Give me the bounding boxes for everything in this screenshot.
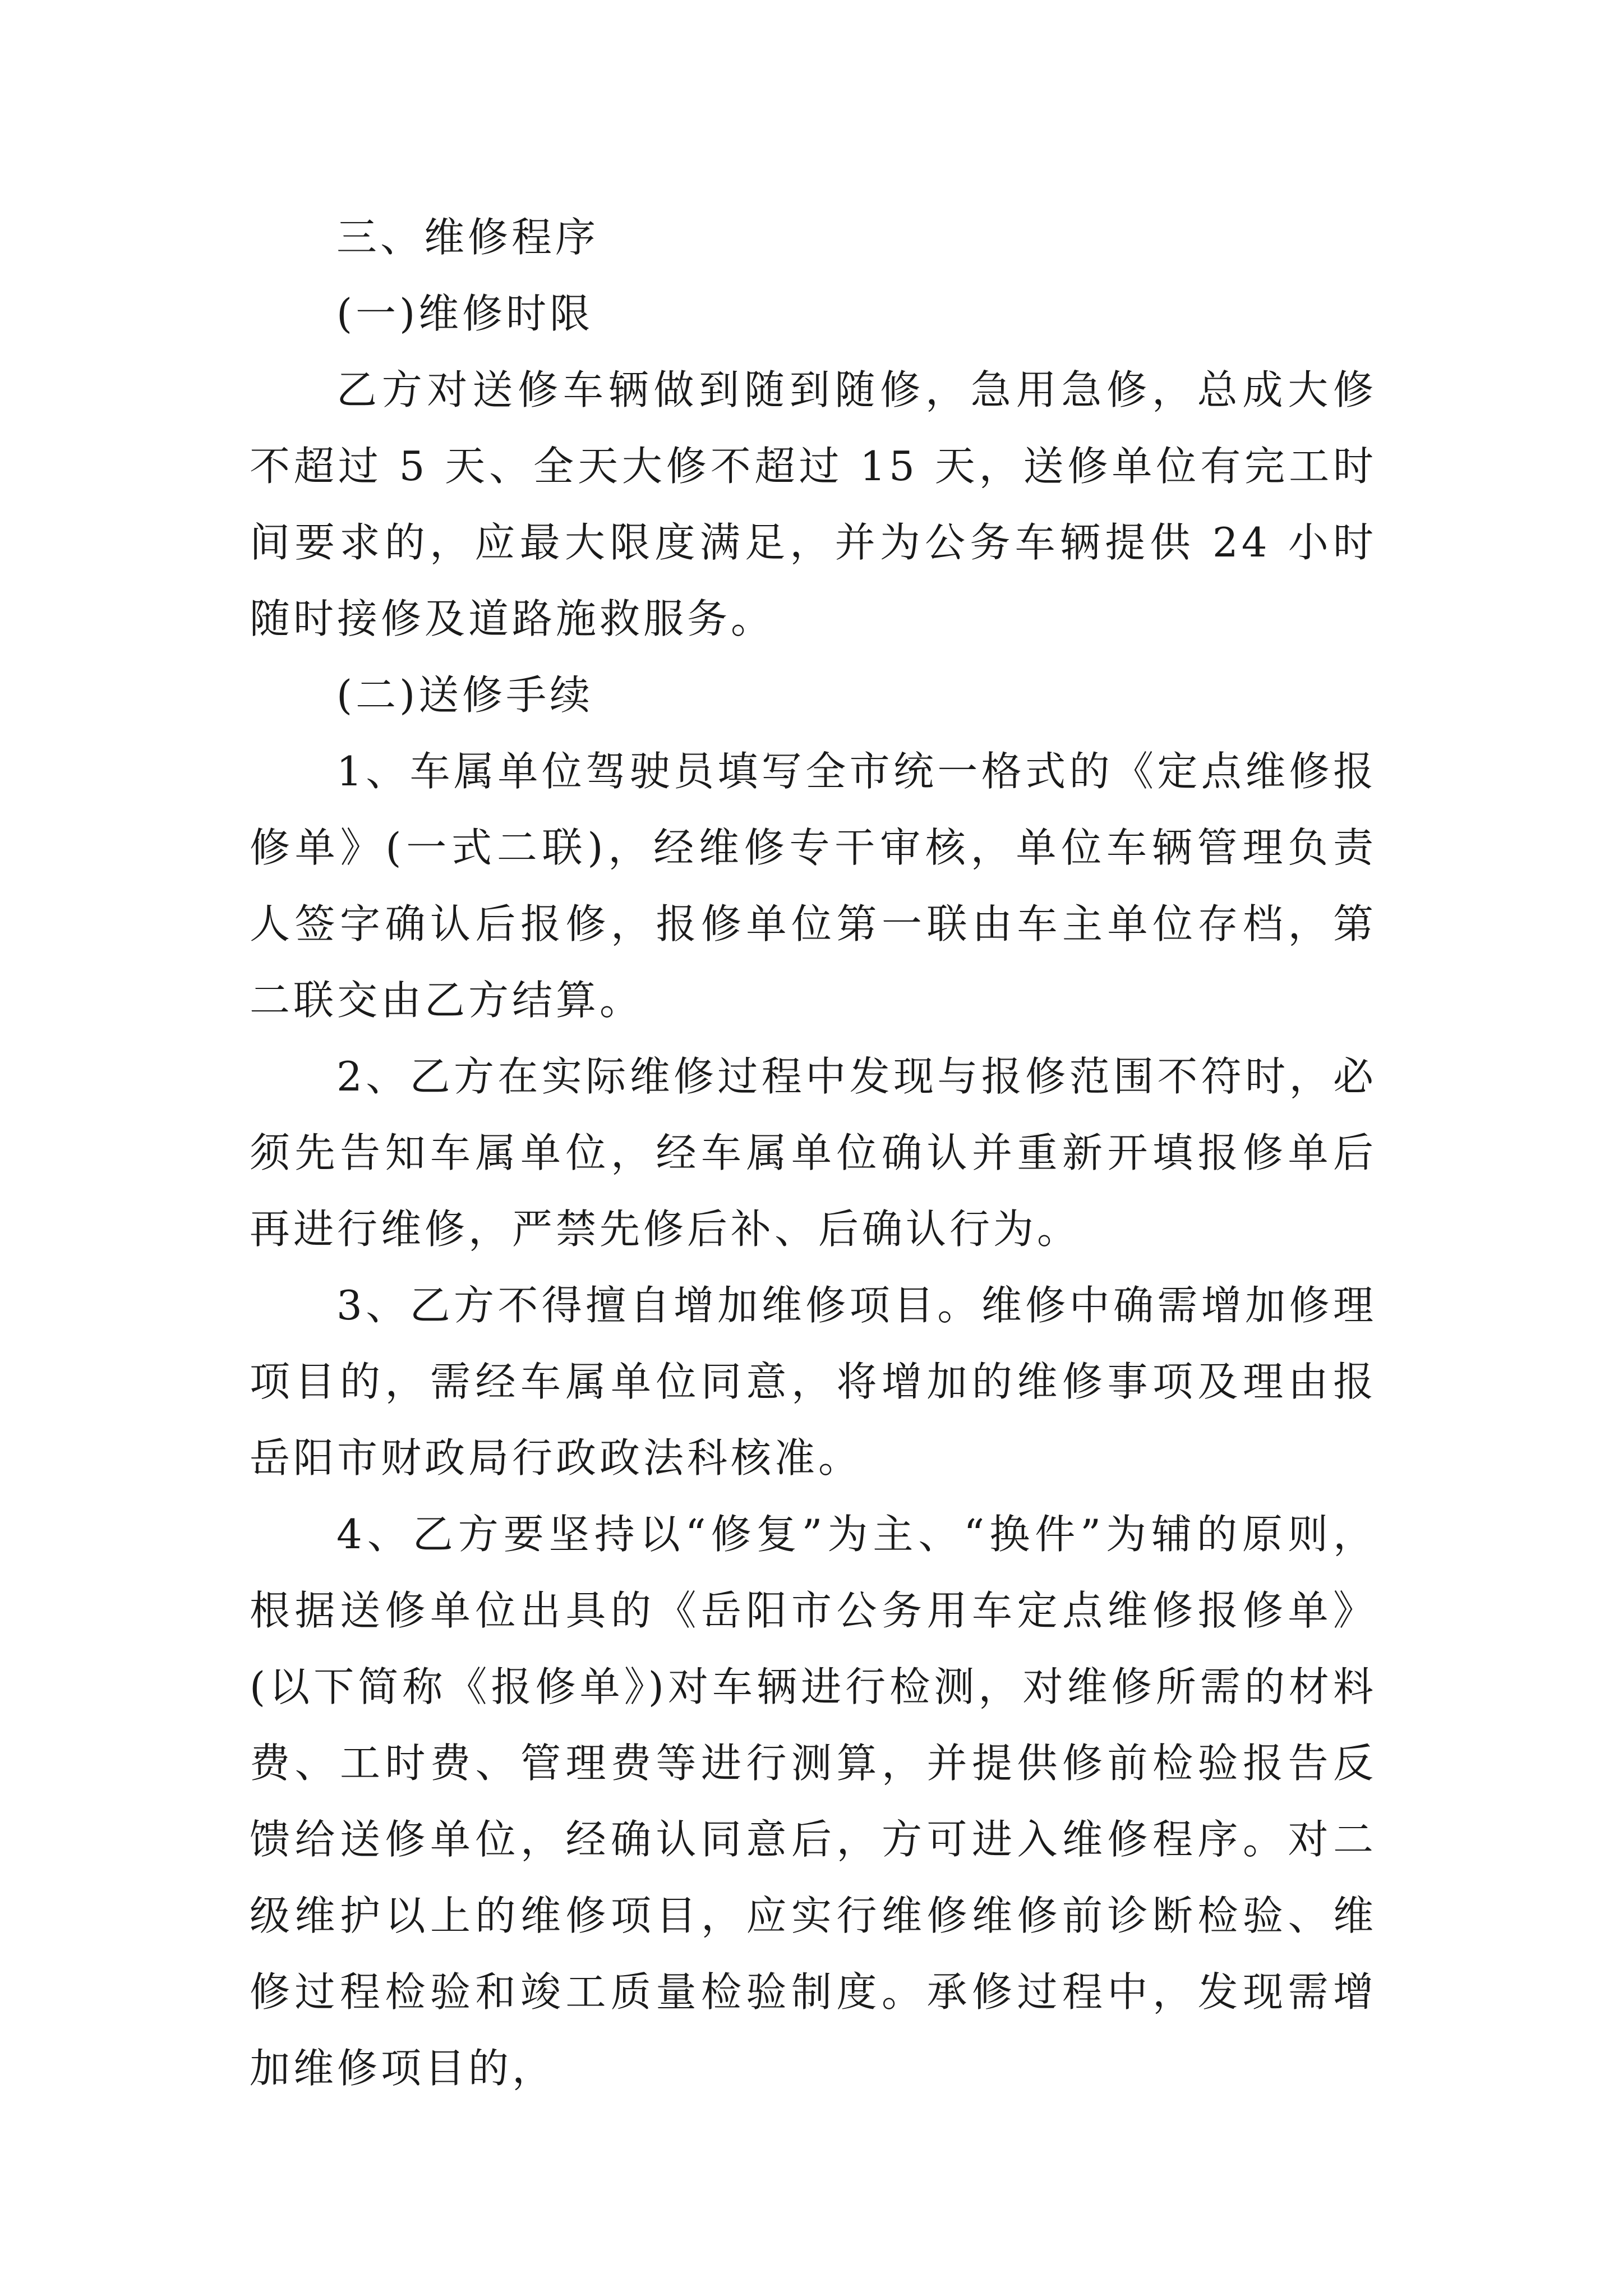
section-title: 三、维修程序: [336, 214, 600, 261]
subsection-title-time-limit: (一)维修时限: [336, 290, 594, 337]
subsection-title-procedures: (二)送修手续: [336, 671, 594, 719]
paragraph-item-2: 2、乙方在实际维修过程中发现与报修范围不符时，必须先告知车属单位，经车属单位确认并重新开填报修单后再进行维修，严禁先修后补、后确认行为。: [250, 1053, 1377, 1253]
paragraph-item-3: 3、乙方不得擅自增加维修项目。维修中确需增加修理项目的，需经车属单位同意，将增加的维修事项及理由报岳阳市财政局行政政法科核准。: [250, 1282, 1377, 1481]
paragraph-item-4: 4、乙方要坚持以“修复”为主、“换件”为辅的原则，根据送修单位出具的《岳阳市公务用车定点维修报修单》(以下简称《报修单》)对车辆进行检测，对维修所需的材料费、工时费、管理费等进行测算，并提供修前检验报告反馈给送修单位，经确认同意后，方可进入维修程序。对二级维护以上的维修项目，应实行维修维修前诊断检验、维修过程检验和竣工质量检验制度。承修过程中，发现需增加维修项目的，: [250, 1511, 1377, 2092]
paragraph-item-1: 1、车属单位驾驶员填写全市统一格式的《定点维修报修单》(一式二联)，经维修专干审核，单位车辆管理负责人签字确认后报修，报修单位第一联由车主单位存档，第二联交由乙方结算。: [250, 748, 1377, 1024]
document-body: [250, 199, 1377, 2106]
paragraph-time-limit: 乙方对送修车辆做到随到随修，急用急修，总成大修不超过 5 天、全天大修不超过 15 天，送修单位有完工时间要求的，应最大限度满足，并为公务车辆提供 24 小时随时接修及道路施救服务。: [250, 366, 1377, 642]
